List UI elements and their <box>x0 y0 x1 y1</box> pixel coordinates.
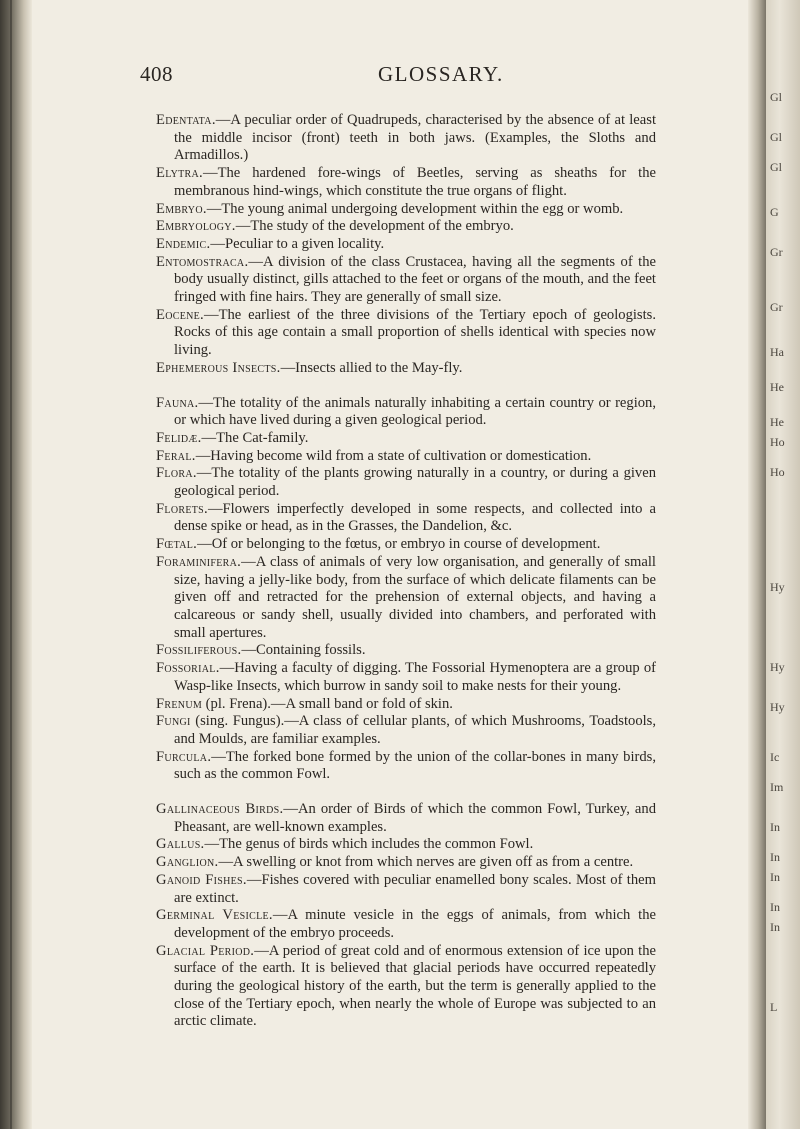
glossary-definition: —A swelling or knot from which nerves are given off as from a centre. <box>218 854 634 871</box>
facing-page-word: Gl <box>770 90 782 104</box>
glossary-entry <box>156 465 656 500</box>
glossary-definition: —Containing fossils. <box>241 642 366 659</box>
facing-page-word: Gl <box>770 130 782 144</box>
glossary-entry <box>156 907 656 942</box>
glossary-definition: —Of or belonging to the fœtus, or embryo in course of development. <box>197 536 601 553</box>
facing-page-word: Im <box>770 780 784 794</box>
glossary-entry <box>156 749 656 784</box>
glossary-definition: (pl. Frena).—A small band or fold of skin. <box>202 695 453 712</box>
glossary-term: Ganoid Fishes. <box>156 871 247 888</box>
glossary-term: Ephemerous Insects. <box>156 359 281 376</box>
facing-page-word: In <box>770 850 780 864</box>
glossary-definition: (sing. Fungus).—A class of cellular plants, of which Mushrooms, Toadstools, and Moulds, are familiar examples. <box>174 713 656 747</box>
glossary-entry <box>156 201 656 219</box>
glossary-definition: —Fishes covered with peculiar enamelled bony scales. Most of them are extinct. <box>174 871 656 906</box>
glossary-term: Fungi <box>156 713 191 730</box>
glossary-term: Florets. <box>156 500 208 517</box>
glossary-definition: —The young animal undergoing development within the egg or womb. <box>206 200 624 217</box>
facing-page-edge <box>766 0 800 1129</box>
glossary-entry <box>156 642 656 660</box>
glossary-term: Gallus. <box>156 836 205 853</box>
glossary-term: Fauna. <box>156 394 199 411</box>
glossary-term: Flora. <box>156 465 197 482</box>
page-number: 408 <box>140 62 173 86</box>
glossary-term: Fœtal. <box>156 536 198 553</box>
glossary-entry <box>156 801 656 836</box>
glossary-term: Endemic. <box>156 235 211 252</box>
book-gutter <box>748 0 766 1129</box>
facing-page-word: In <box>770 920 780 934</box>
glossary-entry <box>156 696 656 714</box>
glossary-entry <box>156 854 656 872</box>
glossary-entry <box>156 395 656 430</box>
glossary-term: Furcula. <box>156 748 212 765</box>
glossary-entry <box>156 254 656 307</box>
glossary-term: Ganglion. <box>156 854 219 871</box>
glossary-term: Germinal Vesicle. <box>156 907 273 924</box>
book-binding-left <box>0 0 32 1129</box>
glossary-entry <box>156 165 656 200</box>
glossary-term: Fossorial. <box>156 660 220 677</box>
glossary-definition: —Having become wild from a state of cultivation or domestication. <box>195 447 592 464</box>
glossary-entry <box>156 536 656 554</box>
facing-page-word: In <box>770 900 780 914</box>
facing-page-word: Gr <box>770 245 783 259</box>
facing-page-word: Ho <box>770 465 785 479</box>
glossary-term: Felidæ. <box>156 429 202 446</box>
glossary-term: Foraminifera. <box>156 553 242 570</box>
glossary-term: Edentata. <box>156 112 216 128</box>
glossary-entry <box>156 713 656 748</box>
facing-page-word: Gr <box>770 300 783 314</box>
facing-page-word: Hy <box>770 700 785 714</box>
glossary-entry <box>156 218 656 236</box>
glossary-entry <box>156 307 656 360</box>
section-gap <box>156 378 656 395</box>
facing-page-word: In <box>770 870 780 884</box>
glossary-definition: —The Cat-family. <box>201 429 309 446</box>
facing-page-word: Ho <box>770 435 785 449</box>
glossary-term: Gallinaceous Birds. <box>156 801 284 818</box>
glossary-entry <box>156 943 656 1032</box>
glossary-entry <box>156 360 656 378</box>
glossary-term: Eocene. <box>156 306 204 323</box>
glossary-term: Feral. <box>156 447 196 464</box>
glossary-term: Embryo. <box>156 200 207 217</box>
facing-page-word: Gl <box>770 160 782 174</box>
glossary-entry <box>156 236 656 254</box>
glossary-definition: —The genus of birds which includes the common Fowl. <box>204 836 534 853</box>
glossary-entry <box>156 836 656 854</box>
glossary-term: Frenum <box>156 695 203 712</box>
facing-page-word: G <box>770 205 779 219</box>
facing-page-word: Ic <box>770 750 780 764</box>
facing-page-word: L <box>770 1000 778 1014</box>
glossary-entry <box>156 448 656 466</box>
facing-page-word: Hy <box>770 580 785 594</box>
facing-page-word: Hy <box>770 660 785 674</box>
facing-page-word: Ha <box>770 345 784 359</box>
facing-page-word: He <box>770 380 784 394</box>
glossary-definition: —Peculiar to a given locality. <box>210 235 385 252</box>
glossary-term: Elytra. <box>156 165 203 182</box>
glossary-entry <box>156 430 656 448</box>
glossary-definition: —Having a faculty of digging. The Fossorial Hymenoptera are a group of Wasp-like Insects, which burrow in sandy soil to make nests for their young. <box>174 660 656 694</box>
glossary-definition: —The earliest of the three divisions of the Tertiary epoch of geologists. Rocks of this age contain a small proportion of shells identical with species now living. <box>174 306 656 359</box>
glossary-entry <box>156 660 656 695</box>
glossary-definition: —A class of animals of very low organisation, and generally of small size, having a jelly-like body, from the surface of which delicate filaments can be given off and retracted for the prehension of external objects, and having a calcareous or sandy shell, usually divided into chambers, and perforated with small apertures. <box>174 553 656 641</box>
glossary-definition: —A peculiar order of Quadrupeds, characterised by the absence of at least the middle incisor (front) teeth in both jaws. (Examples, the Sloths and Armadillos.) <box>174 112 656 164</box>
glossary-entry <box>156 872 656 907</box>
glossary-entry <box>156 112 656 165</box>
glossary-definition: —The hardened fore-wings of Beetles, serving as sheaths for the membranous hind-wings, which constitute the true organs of flight. <box>174 165 656 199</box>
glossary-term: Embryology. <box>156 218 236 235</box>
glossary-definition: —Flowers imperfectly developed in some respects, and collected into a dense spike or head, as in the Grasses, the Dandelion, &c. <box>174 500 656 535</box>
glossary-definition: —A period of great cold and of enormous extension of ice upon the surface of the earth. It is believed that glacial periods have occurred repeatedly during the geological history of the earth, but the term is generally applied to the close of the Tertiary epoch, when nearly the whole of Europe was subjected to an arctic climate. <box>174 942 656 1030</box>
glossary-term: Entomostraca. <box>156 253 249 270</box>
glossary-definition: —The totality of the animals naturally inhabiting a certain country or region, or which have lived during a given geological period. <box>174 394 656 429</box>
facing-page-word: In <box>770 820 780 834</box>
facing-page-word: He <box>770 415 784 429</box>
glossary-definition: —The forked bone formed by the union of the collar-bones in many birds, such as the common Fowl. <box>174 748 656 783</box>
glossary-definition: —Insects allied to the May-fly. <box>280 359 463 376</box>
glossary-definition: —A minute vesicle in the eggs of animals, from which the development of the embryo proceeds. <box>174 907 656 941</box>
glossary-definition: —The study of the development of the embryo. <box>235 218 514 235</box>
page-header: GLOSSARY. <box>378 62 504 86</box>
glossary-entry <box>156 554 656 643</box>
glossary-body <box>156 112 656 1031</box>
section-gap <box>156 784 656 801</box>
glossary-definition: —An order of Birds of which the common Fowl, Turkey, and Pheasant, are well-known examples. <box>174 801 656 835</box>
glossary-definition: —The totality of the plants growing naturally in a country, or during a given geological period. <box>174 465 656 500</box>
glossary-definition: —A division of the class Crustacea, having all the segments of the body usually distinct, gills attached to the feet or organs of the mouth, and the feet fringed with fine hairs. They are generally of small size. <box>174 253 656 306</box>
glossary-term: Glacial Period. <box>156 942 255 959</box>
glossary-entry <box>156 501 656 536</box>
glossary-term: Fossiliferous. <box>156 642 242 659</box>
